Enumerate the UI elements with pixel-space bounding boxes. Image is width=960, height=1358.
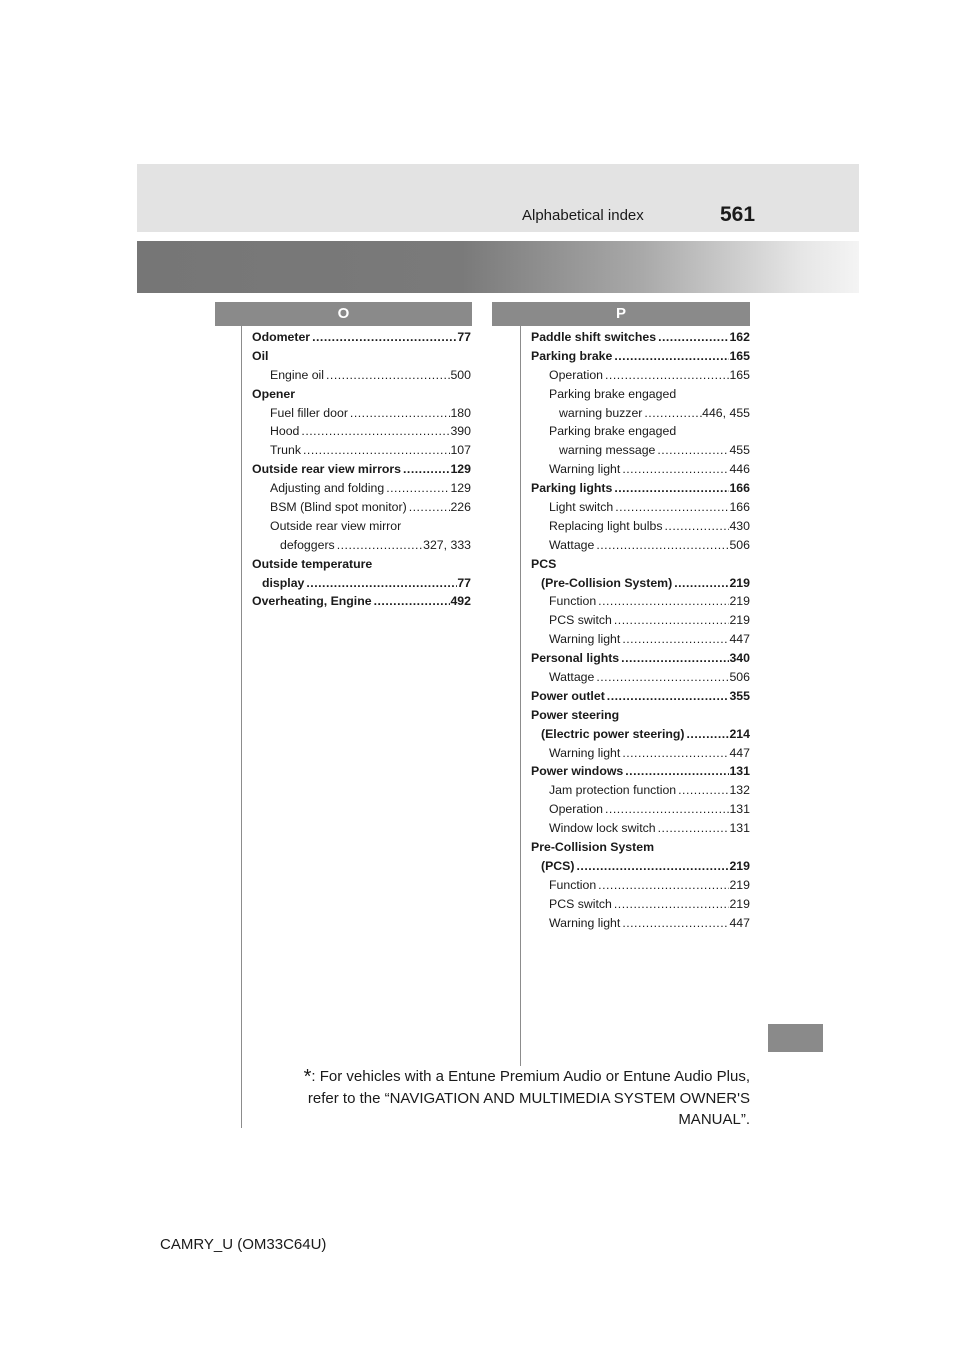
index-entry	[252, 555, 471, 574]
index-entry	[531, 574, 750, 593]
index-entry-text: Warning light	[549, 915, 621, 930]
index-entry-page: 219	[729, 575, 750, 590]
index-entry-page: 447	[729, 632, 750, 647]
index-entry	[531, 611, 750, 630]
index-entry-text: Warning light	[549, 745, 621, 760]
dot-leader	[642, 404, 702, 423]
dot-leader	[574, 857, 729, 876]
index-entry	[531, 744, 750, 763]
dot-leader	[613, 498, 729, 517]
index-entry-text: Operation	[549, 802, 604, 817]
index-entry-text: display	[262, 575, 305, 590]
dot-leader	[594, 668, 729, 687]
index-entry-text: Function	[549, 594, 597, 609]
index-entry-page: 506	[729, 537, 750, 552]
dot-leader	[372, 592, 451, 611]
index-entry	[531, 366, 750, 385]
middle-column-rule	[520, 326, 521, 1066]
dot-leader	[612, 611, 730, 630]
index-entry	[531, 838, 750, 857]
index-entry-text: PCS	[531, 556, 557, 571]
index-entry-page: 340	[729, 651, 750, 666]
index-entry	[252, 347, 471, 366]
index-entry-page: 165	[729, 348, 750, 363]
index-entry	[531, 800, 750, 819]
index-entry	[252, 404, 471, 423]
index-entry	[252, 441, 471, 460]
index-entry	[531, 460, 750, 479]
index-entry-page: 129	[450, 462, 471, 477]
index-entry	[531, 706, 750, 725]
index-entry-text: Power windows	[531, 764, 624, 779]
dot-leader	[603, 800, 729, 819]
dot-leader	[324, 366, 450, 385]
index-entry-text: Operation	[549, 367, 604, 382]
section-thumb-tab	[768, 1024, 823, 1052]
dot-leader	[301, 441, 450, 460]
index-entry-text: Fuel filler door	[270, 405, 348, 420]
index-entry	[252, 498, 471, 517]
dot-leader	[384, 479, 450, 498]
index-entry-text: Replacing light bulbs	[549, 518, 663, 533]
index-entry-text: warning message	[559, 443, 656, 458]
dot-leader	[594, 536, 729, 555]
index-entry-text: Jam protection function	[549, 783, 677, 798]
index-entry-page: 430	[729, 518, 750, 533]
index-entry	[531, 876, 750, 895]
page-number: 561	[720, 203, 756, 226]
dot-leader	[310, 328, 457, 347]
index-entry-text: Outside rear view mirror	[270, 518, 402, 533]
index-entry-page: 166	[729, 481, 750, 496]
index-entry-text: Overheating, Engine	[252, 594, 372, 609]
header-gradient-band	[137, 241, 859, 293]
index-entry-text: Opener	[252, 386, 296, 401]
dot-leader	[603, 366, 729, 385]
index-entry-page: 180	[450, 405, 471, 420]
dot-leader	[596, 592, 729, 611]
index-entry	[531, 819, 750, 838]
index-entry-text: Hood	[270, 424, 300, 439]
dot-leader	[672, 574, 729, 593]
dot-leader	[662, 517, 729, 536]
dot-leader	[620, 744, 729, 763]
index-entry	[252, 592, 471, 611]
index-entry	[531, 781, 750, 800]
index-entry	[531, 630, 750, 649]
index-entry-page: 446, 455	[702, 405, 750, 420]
index-entry-text: defoggers	[280, 537, 335, 552]
index-entry-text: Power steering	[531, 707, 620, 722]
dot-leader	[676, 781, 729, 800]
index-entry-text: Pre-Collision System	[531, 840, 655, 855]
index-entry	[531, 668, 750, 687]
index-entry-text: Warning light	[549, 462, 621, 477]
index-entry-page: 165	[729, 367, 750, 382]
dot-leader	[612, 347, 729, 366]
index-entry-page: 219	[729, 594, 750, 609]
index-entry-text: Window lock switch	[549, 821, 656, 836]
index-entry	[252, 460, 471, 479]
index-entry	[531, 592, 750, 611]
index-entry-text: Trunk	[270, 443, 301, 458]
index-entry-text: (PCS)	[541, 858, 575, 873]
index-entry-page: 447	[729, 915, 750, 930]
index-entry-page: 131	[729, 764, 750, 779]
index-entry-page: 214	[729, 726, 750, 741]
index-entry	[252, 422, 471, 441]
index-entry	[531, 479, 750, 498]
footnote	[280, 1066, 750, 1130]
index-entry-text: (Pre-Collision System)	[541, 575, 673, 590]
index-entry-text: Function	[549, 877, 597, 892]
dot-leader	[596, 876, 729, 895]
index-entry-text: Oil	[252, 348, 269, 363]
index-entry	[252, 574, 471, 593]
index-entry	[252, 328, 471, 347]
footnote-line-1: : For vehicles with a Entune Premium Audio or Entune Audio Plus,	[311, 1068, 750, 1085]
index-entry	[531, 687, 750, 706]
index-entry	[531, 404, 750, 423]
index-entry-text: Wattage	[549, 537, 595, 552]
index-column-o	[252, 328, 471, 611]
index-entry-page: 77	[457, 575, 471, 590]
index-entry-text: Warning light	[549, 632, 621, 647]
document-code: CAMRY_U (OM33C64U)	[160, 1236, 327, 1253]
index-entry	[531, 422, 750, 441]
index-entry-page: 355	[729, 688, 750, 703]
footnote-line-2: refer to the “NAVIGATION AND MULTIMEDIA SYSTEM OWNER'S	[307, 1090, 750, 1107]
index-entry-page: 447	[729, 745, 750, 760]
index-entry-text: Wattage	[549, 670, 595, 685]
index-entry	[252, 536, 471, 555]
index-entry	[531, 895, 750, 914]
index-entry	[252, 385, 471, 404]
index-entry-page: 219	[729, 858, 750, 873]
index-entry-page: 77	[457, 330, 471, 344]
index-entry-page: 129	[450, 481, 471, 496]
index-entry	[531, 857, 750, 876]
index-entry	[531, 649, 750, 668]
footnote-line-3: MANUAL”.	[678, 1111, 750, 1128]
dot-leader	[605, 687, 730, 706]
index-entry-text: Parking brake engaged	[549, 424, 677, 439]
index-entry	[531, 498, 750, 517]
index-entry-text: warning buzzer	[559, 405, 643, 420]
left-column-rule	[241, 326, 242, 1128]
index-entry-page: 455	[729, 443, 750, 458]
index-entry-text: Odometer	[252, 330, 311, 344]
dot-leader	[401, 460, 450, 479]
dot-leader	[655, 441, 729, 460]
index-entry-text: (Electric power steering)	[541, 726, 685, 741]
index-entry-text: Parking brake	[531, 348, 613, 363]
footnote-asterisk: *	[303, 1066, 312, 1088]
index-entry	[531, 328, 750, 347]
index-entry-text: Paddle shift switches	[531, 330, 657, 344]
index-entry-text: Adjusting and folding	[270, 481, 385, 496]
index-entry-text: PCS switch	[549, 896, 612, 911]
index-entry-text: Personal lights	[531, 651, 620, 666]
dot-leader	[619, 649, 729, 668]
index-entry-page: 506	[729, 670, 750, 685]
index-entry-text: BSM (Blind spot monitor)	[270, 500, 407, 515]
index-entry	[531, 555, 750, 574]
dot-leader	[620, 460, 729, 479]
dot-leader	[620, 914, 729, 933]
index-entry-text: Power outlet	[531, 688, 605, 703]
index-entry-page: 219	[729, 613, 750, 628]
dot-leader	[623, 762, 729, 781]
index-entry-page: 390	[450, 424, 471, 439]
index-entry-text: Light switch	[549, 500, 614, 515]
index-entry-text: Parking brake engaged	[549, 386, 677, 401]
dot-leader	[620, 630, 729, 649]
index-entry-page: 492	[450, 594, 471, 609]
dot-leader	[407, 498, 451, 517]
index-entry-text: Parking lights	[531, 481, 613, 496]
dot-leader	[656, 328, 729, 347]
index-entry-page: 162	[729, 330, 750, 344]
dot-leader	[335, 536, 423, 555]
index-entry-page: 107	[450, 443, 471, 458]
index-entry-page: 327, 333	[423, 537, 471, 552]
dot-leader	[612, 479, 729, 498]
index-entry	[252, 366, 471, 385]
index-entry-page: 131	[729, 821, 750, 836]
index-entry-page: 500	[450, 367, 471, 382]
index-entry-page: 132	[729, 783, 750, 798]
index-column-p	[531, 328, 750, 933]
index-entry-page: 446	[729, 462, 750, 477]
index-entry-page: 226	[450, 500, 471, 515]
index-entry-page: 131	[729, 802, 750, 817]
index-entry-page: 219	[729, 877, 750, 892]
index-entry	[531, 914, 750, 933]
dot-leader	[348, 404, 451, 423]
index-entry	[252, 517, 471, 536]
index-entry-text: PCS switch	[549, 613, 612, 628]
index-entry-text: Engine oil	[270, 367, 325, 382]
dot-leader	[656, 819, 730, 838]
dot-leader	[612, 895, 730, 914]
page-title: Alphabetical index	[522, 207, 644, 224]
section-header-p: P	[492, 302, 750, 326]
dot-leader	[685, 725, 730, 744]
index-entry	[531, 347, 750, 366]
index-entry	[531, 385, 750, 404]
index-entry-page: 166	[729, 500, 750, 515]
index-entry-page: 219	[729, 896, 750, 911]
index-entry-text: Outside temperature	[252, 556, 373, 571]
index-entry	[252, 479, 471, 498]
index-entry	[531, 441, 750, 460]
index-entry	[531, 725, 750, 744]
dot-leader	[299, 422, 450, 441]
section-header-o: O	[215, 302, 472, 326]
index-entry	[531, 536, 750, 555]
dot-leader	[304, 574, 457, 593]
index-entry	[531, 762, 750, 781]
index-entry	[531, 517, 750, 536]
index-entry-text: Outside rear view mirrors	[252, 462, 401, 477]
